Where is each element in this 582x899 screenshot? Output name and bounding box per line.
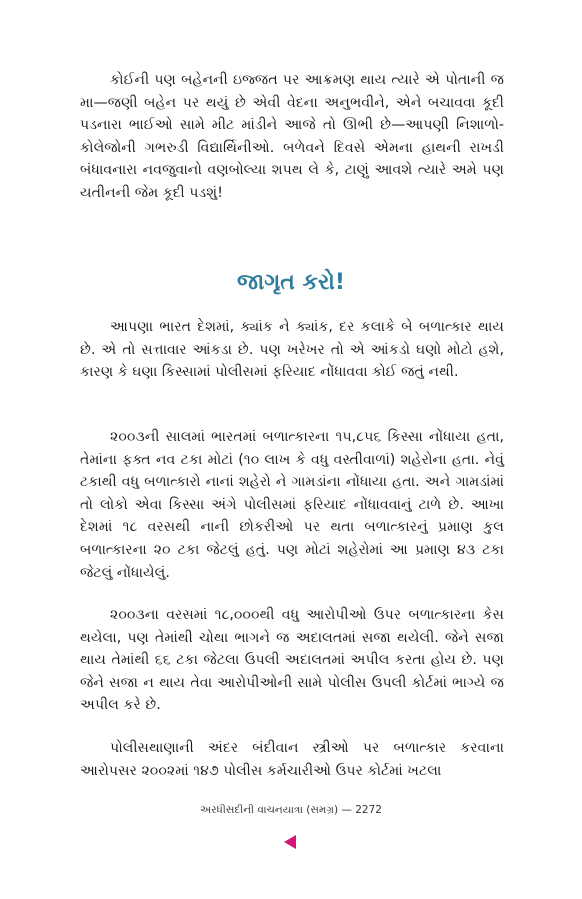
page-footer: અરધીસદીની વાચનયાત્રા (સમગ્ર) — 2272 [200,804,382,816]
paragraph-4: ૨૦૦૩ના વરસમાં ૧૮,૦૦૦થી વધુ આરોપીઓ ઉપર બળાત્કારના કેસ થયેલા, પણ તેમાંથી ચોથા ભાગને જ અદાલતમાં સજા થયેલી. જેને સજા થાય તેમાંથી ૬૬ ટકા જેટલા ઉપલી અદાલતમાં અપીલ કરતા હોય છે. પણ જેને સજા ન થાય તેવા આરોપીઓની સામે પોલીસ ઉપલી કોર્ટમાં ભાગ્યે જ અપીલ કરે છે. [80,607,504,714]
section-heading: જાગૃત કરો! [237,270,345,295]
previous-page-icon[interactable] [284,835,296,849]
paragraph-3: ૨૦૦૩ની સાલમાં ભારતમાં બળાત્કારના ૧૫,૮૫૬ કિસ્સા નોંધાયા હતા, તેમાંના ફક્ત નવ ટકા મોટાં (૧૦ લાખ કે વધુ વસ્તીવાળાં) શહેરોના હતા. નેવું ટકાથી વધુ બળાત્કારો નાનાં શહેરો ને ગામડાંના નોંધાયા હતા. અને ગામડાંમાં તો લોકો એવા કિસ્સા અંગે પોલીસમાં ફરિયાદ નોંધાવવાનું ટાળે છે. આખા દેશમાં ૧૮ વરસથી નાની છોકરીઓ પર થતા બળાત્કારનું પ્રમાણ કુલ બળાત્કારના ૨૦ ટકા જેટલું હતું. પણ મોટાં શહેરોમાં આ પ્રમાણ ૪૩ ટકા જેટલું નોંધાયેલું. [80,429,504,581]
paragraph-5: પોલીસથાણાની અંદર બંદીવાન સ્ત્રીઓ પર બળાત્કાર કરવાના આરોપસર ૨૦૦૨માં ૧૪૭ પોલીસ કર્મચારીઓ ઉપર કોર્ટમાં ખટલા [80,740,504,779]
paragraph-1: કોઈની પણ બહેનની ઇજ્જત પર આક્રમણ થાય ત્યારે એ પોતાની જ મા—જણી બહેન પર થયું છે એવી વેદના અનુભવીને, એને બચાવવા કૂદી પડનારા ભાઈઓ સામે મીટ માંડીને આજે તો ઊભી છે—આપણી નિશાળો-કોલેજોની ગભરુડી વિદ્યાર્થિનીઓ. બળેવને દિવસે એમના હાથની રાખડી બંધાવનારા નવજુવાનો વણબોલ્યા શપથ લે કે, ટાણું આવશે ત્યારે અમે પણ યતીનની જેમ કૂદી પડશું! [80,72,504,201]
paragraph-2: આપણા ભારત દેશમાં, ક્યાંક ને ક્યાંક, દર કલાકે બે બળાત્કાર થાય છે. એ તો સત્તાવાર આંકડા છે. પણ ખરેખર તો એ આંકડો ઘણો મોટો હશે, કારણ કે ઘણા કિસ્સામાં પોલીસમાં ફરિયાદ નોંધાવવા કોઈ જતું નથી. [80,319,504,381]
